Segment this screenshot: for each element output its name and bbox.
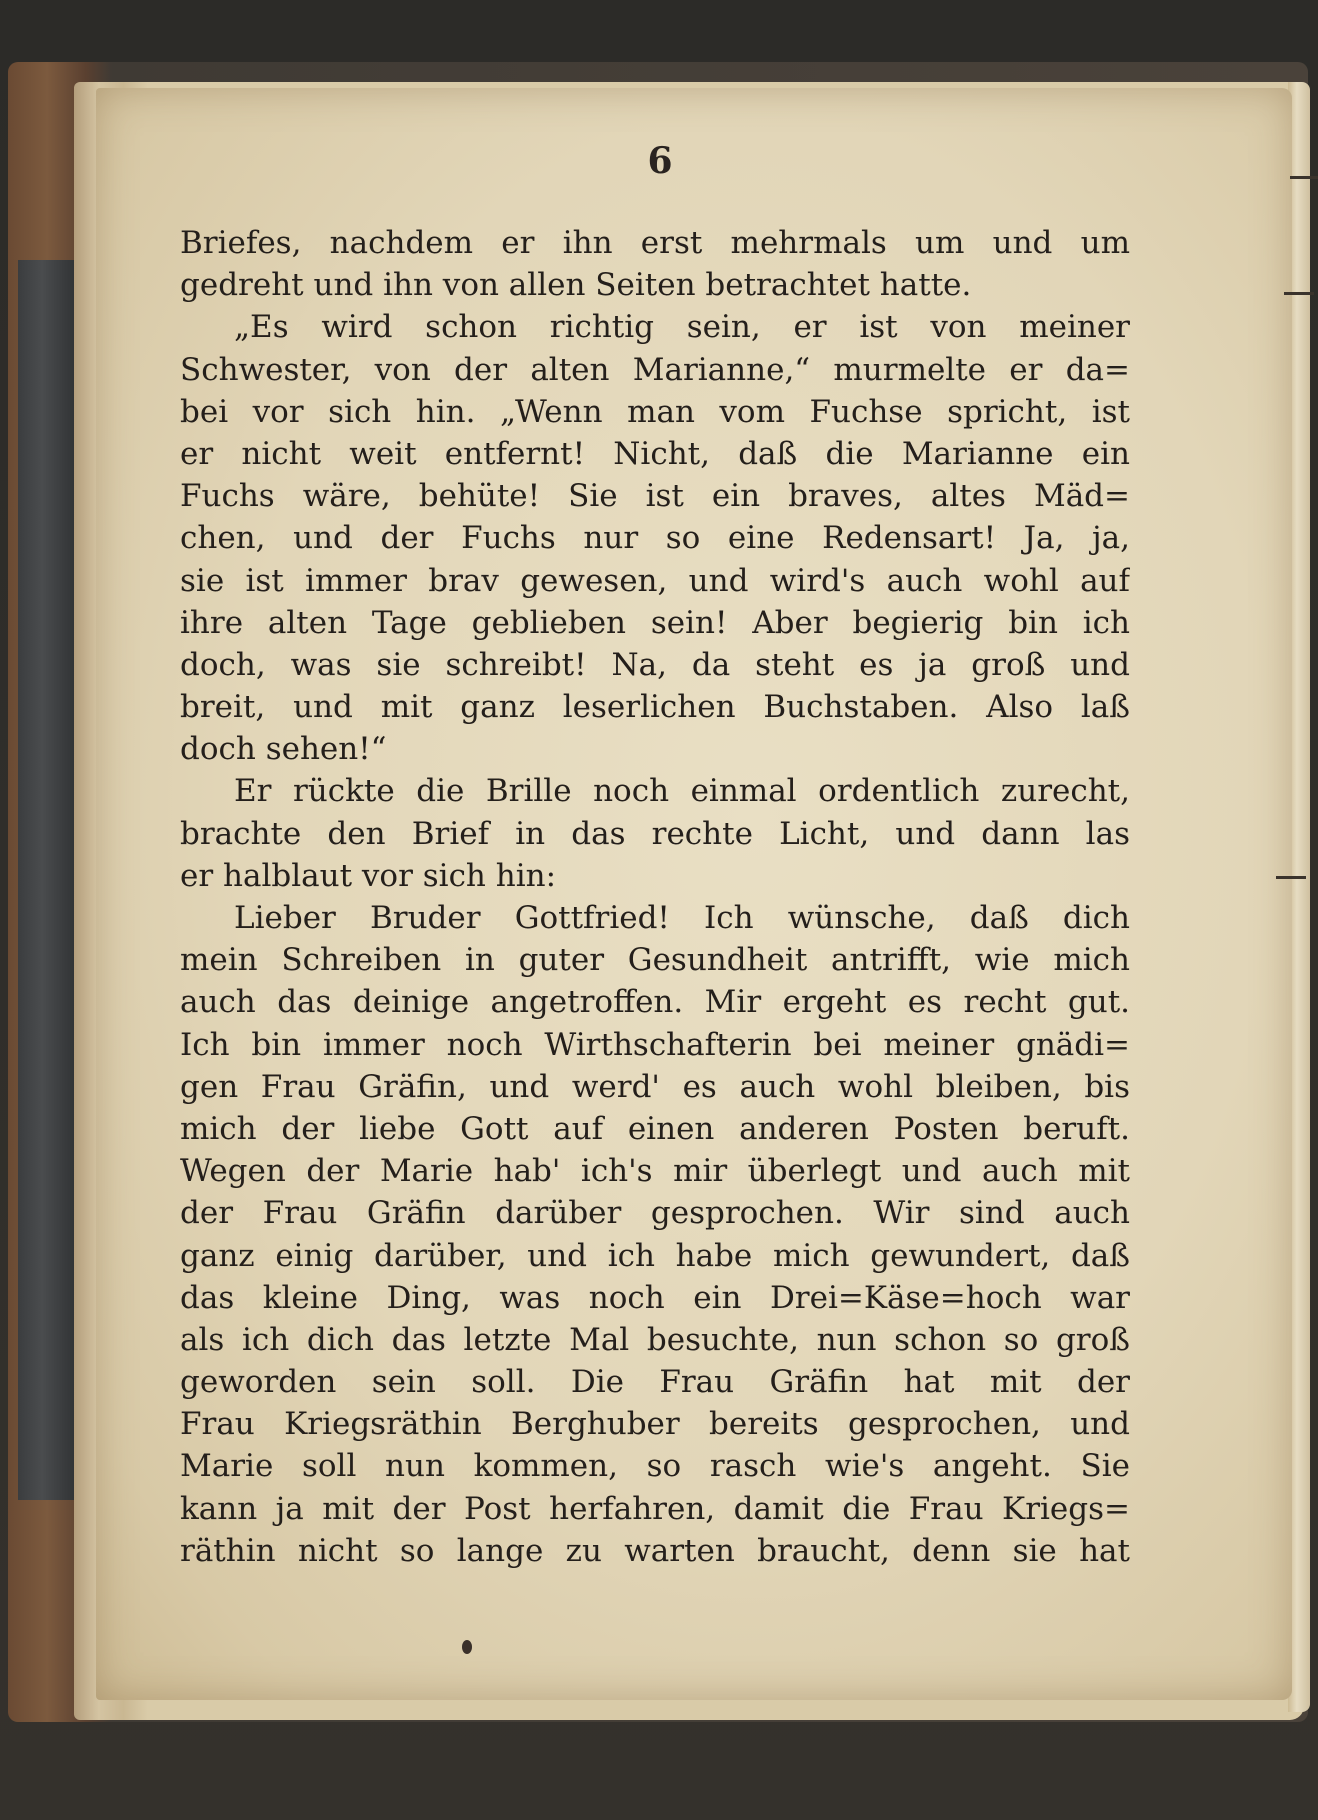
text-line: gedreht und ihn von allen Seiten betrachtet hatte. (180, 267, 972, 304)
text-line: auch das deinige angetroffen. Mir ergeht es recht gut. (180, 984, 1130, 1021)
text-line: gen Frau Gräfin, und werd' es auch wohl bleiben, bis (180, 1068, 1130, 1105)
text-line: Marie soll nun kommen, so rasch wie's angeht. Sie (180, 1448, 1130, 1485)
text-line: Briefes, nachdem er ihn erst mehrmals um und um (180, 225, 1130, 261)
text-line: geworden sein soll. Die Frau Gräfin hat mit der (180, 1364, 1130, 1401)
text-line: Ich bin immer noch Wirthschafterin bei meiner gnädi= (180, 1026, 1130, 1063)
ink-dot (462, 1640, 472, 1654)
text-line: ganz einig darüber, und ich habe mich gewundert, daß (180, 1237, 1130, 1274)
edge-mark (1276, 876, 1306, 879)
text-line: er nicht weit entfernt! Nicht, daß die Marianne ein (180, 435, 1130, 472)
text-line: Lieber Bruder Gottfried! Ich wünsche, daß dich (234, 900, 1130, 936)
text-line: kann ja mit der Post herfahren, damit die Frau Kriegs= (180, 1490, 1130, 1527)
text-line: breit, und mit ganz leserlichen Buchstaben. Also laß (180, 689, 1130, 726)
text-line: doch sehen!“ (180, 731, 387, 768)
text-line: brachte den Brief in das rechte Licht, und dann las (180, 815, 1130, 852)
text-line: ihre alten Tage geblieben sein! Aber begierig bin ich (180, 604, 1130, 641)
text-line: räthin nicht so lange zu warten braucht, denn sie hat (180, 1532, 1130, 1569)
text-line: er halblaut vor sich hin: (180, 857, 557, 894)
text-line: der Frau Gräfin darüber gesprochen. Wir sind auch (180, 1195, 1130, 1232)
cover-spine (18, 260, 78, 1500)
page-text (180, 222, 1130, 1572)
text-line: chen, und der Fuchs nur so eine Redensart! Ja, ja, (180, 520, 1130, 557)
edge-mark (1284, 292, 1314, 295)
text-line: als ich dich das letzte Mal besuchte, nun schon so groß (180, 1321, 1130, 1358)
text-line: das kleine Ding, was noch ein Drei=Käse=hoch war (180, 1279, 1130, 1316)
text-line: Fuchs wäre, behüte! Sie ist ein braves, altes Mäd= (180, 478, 1130, 515)
text-line: sie ist immer brav gewesen, und wird's auch wohl auf (180, 562, 1130, 599)
text-line: „Es wird schon richtig sein, er ist von meiner (234, 309, 1130, 346)
page-number: 6 (647, 140, 673, 182)
text-line: Frau Kriegsräthin Berghuber bereits gesprochen, und (180, 1406, 1130, 1443)
text-line: bei vor sich hin. „Wenn man vom Fuchse spricht, ist (180, 393, 1130, 430)
text-line: mich der liebe Gott auf einen anderen Posten beruft. (180, 1110, 1130, 1147)
edge-mark (1290, 176, 1318, 179)
text-line: Er rückte die Brille noch einmal ordentlich zurecht, (234, 773, 1130, 810)
text-line: mein Schreiben in guter Gesundheit antrifft, wie mich (180, 942, 1130, 979)
text-line: Schwester, von der alten Marianne,“ murmelte er da= (180, 351, 1130, 388)
text-line: doch, was sie schreibt! Na, da steht es ja groß und (180, 646, 1130, 683)
text-line: Wegen der Marie hab' ich's mir überlegt und auch mit (180, 1153, 1130, 1190)
